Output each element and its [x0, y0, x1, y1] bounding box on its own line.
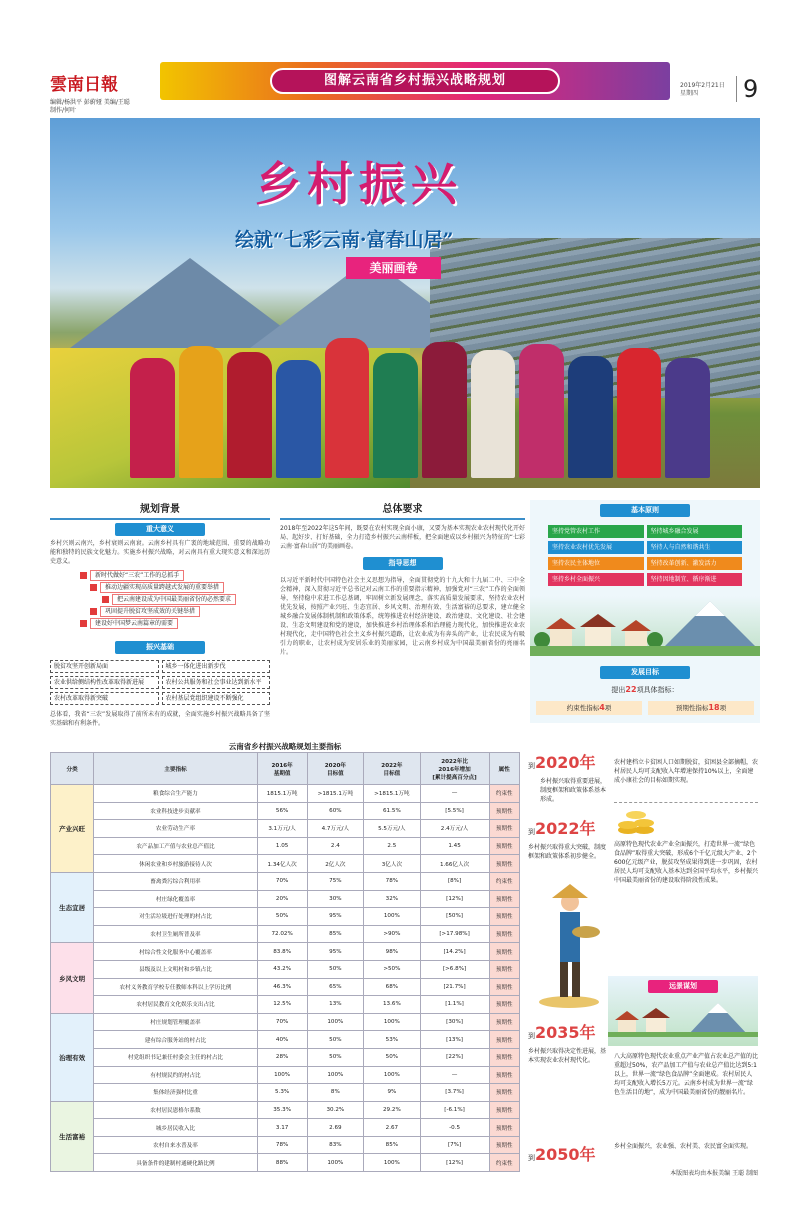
value-cell: 1.66亿人次 [420, 855, 489, 873]
dancer [276, 360, 321, 478]
principle-item: 坚持乡村全面振兴 [548, 573, 644, 586]
subsection-label: 基本原则 [600, 504, 690, 517]
indicator-name-cell: 农产品加工产值与农业总产值比 [94, 837, 257, 855]
value-cell: 70% [257, 1013, 307, 1031]
farmer-illustration [534, 872, 604, 1012]
value-cell: 20% [257, 890, 307, 908]
table-row [51, 855, 520, 873]
table-header-cell: 2022年 目标值 [364, 753, 421, 785]
attribute-cell: 预期性 [489, 1031, 520, 1049]
dancer [227, 352, 272, 478]
table-row [51, 943, 520, 961]
value-cell: [-6.1%] [420, 1101, 489, 1119]
masthead-logo: 雲南日報 [50, 75, 118, 95]
value-cell: 100% [364, 1013, 421, 1031]
overall-intro: 2018年至2022年这5年间，既要在农村实现全面小康，又要为基本实现农业农村现代化开好局、起好步、打好基础，全力打造乡村振兴云南样板，把全面建成以乡村振兴为特征的“七彩云南·富春山居”的美丽画卷。 [280, 525, 525, 550]
indicator-name-cell: 农村卫生厕所普及率 [94, 925, 257, 943]
table-title: 云南省乡村振兴战略规划主要指标 [228, 742, 342, 751]
table-row [51, 837, 520, 855]
value-cell: [>17.98%] [420, 925, 489, 943]
table-header-cell: 2022年比 2016年增加 [累计提高百分点] [420, 753, 489, 785]
guiding-text: 以习近平新时代中国特色社会主义思想为指导，全面贯彻党的十九大和十九届二中、三中全会精神，深入贯彻习近平总书记对云南工作的重要指示精神，加强党对“三农”工作的全面领导，坚持稳中求进工作总基调，牢固树立新发展理念，落实高质量发展要求，坚持农业农村优先发展，按照产业兴旺、生态宜居、乡风文明、治理有效、生活富裕的总要求，建立健全城乡融合发展体制机制和政策体系，统筹推进农村经济建设、政治建设、文化建设、社会建设、生态文明建设和党的建设，加快推进乡村治理体系和治理能力现代化，加快推进农业农村现代化，走中国特色社会主义乡村振兴道路，让农业成为有奔头的产业，让农民成为有吸引力的职业，让农村成为安居乐业的美丽家园，让云南乡村成为中国最美丽省份的亮丽名片。 [280, 577, 525, 656]
section-rule [50, 518, 270, 520]
attribute-cell: 预期性 [489, 837, 520, 855]
value-cell: 43.2% [257, 960, 307, 978]
foundation-item: 农业供给侧结构性改革取得新进展 [50, 676, 159, 689]
value-cell: 2亿人次 [307, 855, 364, 873]
indicator-name-cell: 对生活垃圾进行处理的村占比 [94, 908, 257, 926]
value-cell: 2.4万元/人 [420, 820, 489, 838]
value-cell: [30%] [420, 1013, 489, 1031]
village-svg [608, 997, 758, 1037]
principle-item: 坚持因地制宜、循序渐进 [647, 573, 743, 586]
value-cell: — [420, 785, 489, 803]
value-cell: >1815.1万吨 [307, 785, 364, 803]
value-cell: 1815.1万吨 [257, 785, 307, 803]
indicator-name-cell: 具备条件的建制村通硬化路比例 [94, 1154, 257, 1172]
indicator-name-cell: 村党组织书记兼任村委会主任的村占比 [94, 1048, 257, 1066]
list-item: 新时代做好“三农”工作的总抓手 [80, 569, 270, 581]
table-row [51, 1048, 520, 1066]
table-row [51, 925, 520, 943]
editors-credit [50, 99, 160, 115]
value-cell: 35.3% [257, 1101, 307, 1119]
value-cell: 3亿人次 [364, 855, 421, 873]
foundation-item: 脱贫攻坚开创新局面 [50, 660, 159, 673]
indicator-name-cell: 粮食综合生产能力 [94, 785, 257, 803]
timeline-right-text: 农村建档立卡贫困人口如期脱贫，贫困县全部摘帽，农村居民人均可支配收入年增速保持10%以上，全面建成小康社会的目标如期实现。 [614, 759, 759, 784]
value-cell: [7%] [420, 1136, 489, 1154]
year-label: 2035年 [535, 1023, 596, 1042]
value-cell: -0.5 [420, 1119, 489, 1137]
value-cell: 50% [307, 960, 364, 978]
value-cell: 13% [307, 996, 364, 1014]
subsection-label: 远景谋划 [648, 980, 718, 993]
dancers-group [130, 328, 710, 478]
dancer [130, 358, 175, 478]
value-cell: 5.5万元/人 [364, 820, 421, 838]
table-row [51, 1031, 520, 1049]
value-cell: 2.67 [364, 1119, 421, 1137]
attribute-cell: 预期性 [489, 890, 520, 908]
list-item: 把云南建设成为中国最美丽省份的必然要求 [80, 593, 270, 605]
indicator-name-cell: 农业劳动生产率 [94, 820, 257, 838]
dancer [568, 356, 613, 478]
value-cell: 50% [307, 1031, 364, 1049]
value-cell: 3.17 [257, 1119, 307, 1137]
principles-grid [530, 521, 760, 590]
timeline-right-text: 八大高原特色现代农业重点产业产值占农业总产值的比重超过50%，农产品加工产值与农业总产值比达到5:1以上，世界一流“绿色食品牌”全面建成。农村居民人均可支配收入增长5万元。云南乡村成为世界一流“绿色生活目的地”，成为中国最美丽省份的靓丽名片。 [614, 1053, 759, 1096]
subsection-label: 重大意义 [115, 523, 205, 536]
table-row [51, 872, 520, 890]
timeline-left-text: 乡村振兴取得重大突破，制度框架和政策体系初步健全。 [528, 844, 607, 860]
attribute-cell: 预期性 [489, 925, 520, 943]
category-cell: 治理有效 [51, 1013, 94, 1101]
indicator-name-cell: 农村自来水普及率 [94, 1136, 257, 1154]
attribute-cell: 预期性 [489, 978, 520, 996]
square-icon [80, 620, 87, 627]
value-cell: 40% [257, 1031, 307, 1049]
indicator-name-cell: 村庄绿化覆盖率 [94, 890, 257, 908]
table-header-cell: 2016年 基期值 [257, 753, 307, 785]
value-cell: 98% [364, 943, 421, 961]
value-cell: 83.8% [257, 943, 307, 961]
value-cell: [>6.8%] [420, 960, 489, 978]
value-cell: [5.5%] [420, 802, 489, 820]
table-row [51, 820, 520, 838]
indicator-name-cell: 集体经济强村比重 [94, 1084, 257, 1102]
value-cell: [13%] [420, 1031, 489, 1049]
attribute-cell: 预期性 [489, 943, 520, 961]
value-cell: 85% [307, 925, 364, 943]
principles-panel [530, 500, 760, 723]
value-cell: 100% [364, 908, 421, 926]
value-cell: [3.7%] [420, 1084, 489, 1102]
attribute-cell: 预期性 [489, 1048, 520, 1066]
table-header-row [51, 753, 520, 785]
goals-count: 22 [625, 685, 637, 694]
table-row [51, 802, 520, 820]
value-cell: [50%] [420, 908, 489, 926]
subsection-label: 发展目标 [600, 666, 690, 679]
dancer [617, 348, 662, 478]
dancer [179, 346, 224, 478]
value-cell: 1.45 [420, 837, 489, 855]
value-cell: 88% [257, 1154, 307, 1172]
value-cell: 1.34亿人次 [257, 855, 307, 873]
value-cell: 100% [364, 1066, 421, 1084]
value-cell: >90% [364, 925, 421, 943]
value-cell: 9% [364, 1084, 421, 1102]
indicator-name-cell: 农村义务教育学校专任教师本科以上学历比例 [94, 978, 257, 996]
list-item: 推动边疆实现高质量跨越式发展的重要举措 [80, 581, 270, 593]
village-illustration [530, 596, 760, 656]
value-cell: 60% [307, 802, 364, 820]
table-row [51, 890, 520, 908]
hero-tag: 美丽画卷 [346, 257, 441, 279]
attribute-cell: 约束性 [489, 872, 520, 890]
vision-panel [608, 976, 758, 1046]
timeline-2020: 到2020年 乡村振兴取得重要进展，制度框架和政策体系基本形成。 [528, 753, 607, 803]
dancer [471, 350, 516, 478]
producer-line: 制作/何叶 [50, 107, 77, 114]
value-cell: 100% [257, 1066, 307, 1084]
value-cell: 12.5% [257, 996, 307, 1014]
principle-item: 坚持党管农村工作 [548, 525, 644, 538]
table-header-cell: 分类 [51, 753, 94, 785]
value-cell: 2.4 [307, 837, 364, 855]
binding-goals: 约束性指标4项 [536, 701, 642, 715]
section-rule [280, 518, 525, 520]
section-heading: 总体要求 [382, 504, 423, 515]
indicator-name-cell: 城乡居民收入比 [94, 1119, 257, 1137]
value-cell: 5.3% [257, 1084, 307, 1102]
dancer [519, 344, 564, 478]
timeline-2035: 到2035年 乡村振兴取得决定性进展，基本实现农业农村现代化。 [528, 1023, 607, 1064]
indicator-name-cell: 建有综合服务站的村占比 [94, 1031, 257, 1049]
value-cell: 85% [364, 1136, 421, 1154]
list-item: 巩固提升脱贫攻坚成效的关键举措 [80, 605, 270, 617]
table-row [51, 908, 520, 926]
value-cell: 1.05 [257, 837, 307, 855]
category-cell: 生态宜居 [51, 872, 94, 942]
year-label: 2050年 [535, 1145, 596, 1164]
section-heading: 规划背景 [140, 504, 180, 515]
value-cell: 61.5% [364, 802, 421, 820]
subsection-label: 指导思想 [363, 557, 443, 570]
weekday-text: 星期四 [680, 90, 699, 97]
category-cell: 乡风文明 [51, 943, 94, 1013]
attribute-cell: 预期性 [489, 996, 520, 1014]
indicator-name-cell: 畜禽粪污综合利用率 [94, 872, 257, 890]
value-cell: 50% [364, 1048, 421, 1066]
goals-types [530, 701, 760, 723]
table-row [51, 978, 520, 996]
value-cell: 100% [307, 1013, 364, 1031]
value-cell: 65% [307, 978, 364, 996]
value-cell: 46.3% [257, 978, 307, 996]
principle-item: 坚持农业农村优先发展 [548, 541, 644, 554]
table-row [51, 1136, 520, 1154]
coin-stack-icon [616, 806, 656, 836]
attribute-cell: 预期性 [489, 1066, 520, 1084]
value-cell: 100% [307, 1066, 364, 1084]
value-cell: 29.2% [364, 1101, 421, 1119]
summary-paragraph: 总体看，我省“三农”发展取得了前所未有的成就，全面实施乡村振兴战略具备了坚实基础和有利条件。 [50, 711, 270, 727]
value-cell: 100% [364, 1154, 421, 1172]
value-cell: 30.2% [307, 1101, 364, 1119]
attribute-cell: 预期性 [489, 1101, 520, 1119]
indicator-name-cell: 农村居民恩格尔系数 [94, 1101, 257, 1119]
table-row [51, 1154, 520, 1172]
square-icon [80, 572, 87, 579]
table-row [51, 1084, 520, 1102]
value-cell: 50% [257, 908, 307, 926]
dancer [373, 353, 418, 478]
attribute-cell: 预期性 [489, 1119, 520, 1137]
goals-summary: 提出22项具体指标： [611, 685, 679, 694]
attribute-cell: 预期性 [489, 820, 520, 838]
value-cell: 56% [257, 802, 307, 820]
table-row [51, 996, 520, 1014]
foundation-item: 农村基层党组织建设不断强化 [162, 692, 271, 705]
planning-background [50, 500, 270, 728]
indicator-table-wrap [50, 752, 520, 1172]
attribute-cell: 预期性 [489, 1084, 520, 1102]
value-cell: 2.69 [307, 1119, 364, 1137]
indicator-name-cell: 休闲农业和乡村旅游接待人次 [94, 855, 257, 873]
value-cell: 32% [364, 890, 421, 908]
subsection-label: 振兴基础 [115, 641, 205, 654]
graphics-credit: 本版图表均由本报美编 王聪 制图 [670, 1170, 758, 1177]
value-cell: 72.02% [257, 925, 307, 943]
foundation-grid [50, 660, 270, 705]
value-cell: 95% [307, 943, 364, 961]
indicator-name-cell: 农业科技进步贡献率 [94, 802, 257, 820]
timeline-2022: 到2022年 乡村振兴取得重大突破，制度框架和政策体系初步健全。 [528, 819, 607, 860]
value-cell: [12%] [420, 890, 489, 908]
timeline-left-text: 乡村振兴取得重要进展，制度框架和政策体系基本形成。 [540, 778, 607, 803]
square-icon [90, 608, 97, 615]
indicator-name-cell: 村综合性文化服务中心覆盖率 [94, 943, 257, 961]
value-cell: 70% [257, 872, 307, 890]
attribute-cell: 预期性 [489, 802, 520, 820]
value-cell: 28% [257, 1048, 307, 1066]
attribute-cell: 预期性 [489, 960, 520, 978]
principle-item: 坚持城乡融合发展 [647, 525, 743, 538]
table-row [51, 1066, 520, 1084]
expected-goals: 预期性指标18项 [648, 701, 754, 715]
table-row [51, 960, 520, 978]
square-icon [102, 596, 109, 603]
table-row [51, 1119, 520, 1137]
table-header-cell: 主要指标 [94, 753, 257, 785]
table-header-cell: 2020年 目标值 [307, 753, 364, 785]
timeline-right-text: 乡村全面振兴，农业强、农村美、农民富全面实现。 [614, 1143, 753, 1150]
value-cell: 100% [307, 1154, 364, 1172]
attribute-cell: 预期性 [489, 855, 520, 873]
indicator-name-cell: 村庄规划管理覆盖率 [94, 1013, 257, 1031]
value-cell: >1815.1万吨 [364, 785, 421, 803]
value-cell: 30% [307, 890, 364, 908]
value-cell: [1.1%] [420, 996, 489, 1014]
attribute-cell: 预期性 [489, 908, 520, 926]
value-cell: [14.2%] [420, 943, 489, 961]
table-body [51, 785, 520, 1172]
value-cell: [12%] [420, 1154, 489, 1172]
village-svg [530, 596, 760, 656]
value-cell: 78% [364, 872, 421, 890]
divider [614, 802, 758, 803]
timeline-2050: 到2050年 [528, 1145, 596, 1164]
value-cell: >50% [364, 960, 421, 978]
principle-item: 坚持人与自然和谐共生 [647, 541, 743, 554]
attribute-cell: 预期性 [489, 1136, 520, 1154]
value-cell: — [420, 1066, 489, 1084]
value-cell: 2.5 [364, 837, 421, 855]
dancer [325, 338, 370, 478]
attribute-cell: 约束性 [489, 1154, 520, 1172]
foundation-item: 农村改革取得新突破 [50, 692, 159, 705]
timeline-left-text: 乡村振兴取得决定性进展，基本实现农业农村现代化。 [528, 1048, 607, 1064]
value-cell: 13.6% [364, 996, 421, 1014]
indicator-table [50, 752, 520, 1172]
intro-paragraph: 乡村兴则云南兴，乡村衰则云南衰。云南乡村具有广袤的地域范围、重要的战略功能和独特的民族文化魅力。实施乡村振兴战略，对云南具有重大现实意义和深远历史意义。 [50, 540, 270, 565]
value-cell: 8% [307, 1084, 364, 1102]
foundation-item: 城乡一体化进出新步伐 [162, 660, 271, 673]
value-cell: 75% [307, 872, 364, 890]
category-cell: 产业兴旺 [51, 785, 94, 873]
editors-line: 编辑/杨洪平 彭蔚娅 美编/王聪 [50, 99, 130, 106]
foundation-item: 农村公共服务和社会事业达到新水平 [162, 676, 271, 689]
overall-requirements [280, 500, 525, 657]
table-header-cell: 属性 [489, 753, 520, 785]
category-cell: 生活富裕 [51, 1101, 94, 1171]
issue-date [680, 82, 740, 98]
timeline-panel [528, 742, 760, 1180]
list-item: 建设好中国梦云南篇章的需要 [80, 617, 270, 629]
hero-title: 乡村振兴 [255, 157, 463, 211]
year-label: 2022年 [535, 819, 596, 838]
date-text: 2019年2月21日 [680, 82, 725, 89]
value-cell: 95% [307, 908, 364, 926]
value-cell: 78% [257, 1136, 307, 1154]
value-cell: 83% [307, 1136, 364, 1154]
year-label: 2020年 [535, 753, 596, 772]
value-cell: 3.1万元/人 [257, 820, 307, 838]
indicator-name-cell: 有村规民约的村占比 [94, 1066, 257, 1084]
hero-subtitle: 绘就“七彩云南·富春山居” [235, 229, 454, 251]
square-icon [90, 584, 97, 591]
principle-item: 坚持改革创新、激发活力 [647, 557, 743, 570]
indicator-name-cell: 农村居民教育文化娱乐支出占比 [94, 996, 257, 1014]
page-number: 9 [736, 76, 758, 102]
attribute-cell: 约束性 [489, 785, 520, 803]
value-cell: 4.7万元/人 [307, 820, 364, 838]
attribute-cell: 预期性 [489, 1013, 520, 1031]
table-row [51, 1013, 520, 1031]
table-row [51, 1101, 520, 1119]
dancer [422, 342, 467, 478]
banner-title: 图解云南省乡村振兴战略规划 [270, 68, 560, 94]
significance-list [50, 569, 270, 629]
value-cell: [21.7%] [420, 978, 489, 996]
principle-item: 坚持农民主体地位 [548, 557, 644, 570]
table-row [51, 785, 520, 803]
value-cell: 68% [364, 978, 421, 996]
value-cell: [22%] [420, 1048, 489, 1066]
value-cell: 50% [307, 1048, 364, 1066]
timeline-right-text: 高原特色现代农业产业全面振兴，打造世界一流“绿色食品牌”取得重大突破，形成6个千亿元级大产业、2个600亿元级产业，脱贫攻坚成果得到进一步巩固，农村居民人均可支配收入基本达到全国平均水平，乡村振兴中国最美丽省份的建设取得阶段性成果。 [614, 841, 759, 884]
value-cell: [8%] [420, 872, 489, 890]
dancer [665, 358, 710, 478]
value-cell: 53% [364, 1031, 421, 1049]
indicator-name-cell: 县级及以上文明村和乡镇占比 [94, 960, 257, 978]
